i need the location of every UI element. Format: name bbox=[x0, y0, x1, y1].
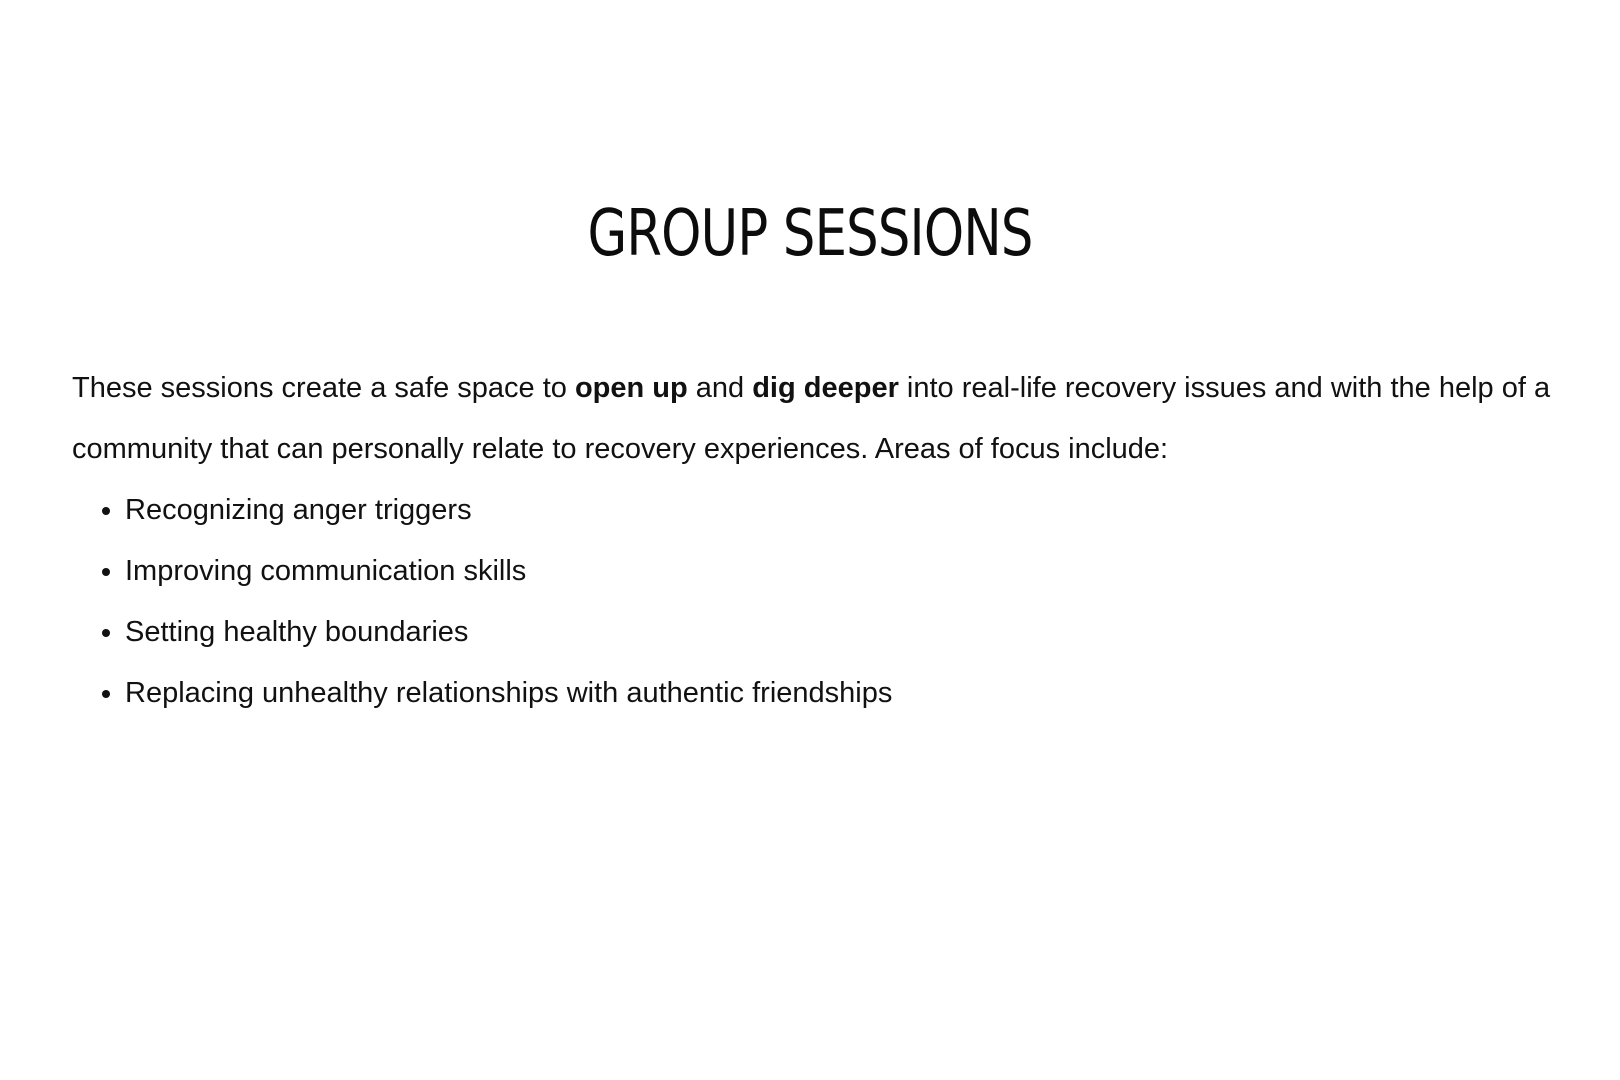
intro-text-3: into real-life recovery issues and with the help of a community that can personally relate to recovery experiences. Areas of focus include: bbox=[72, 372, 1551, 465]
list-item: • Recognizing anger triggers bbox=[125, 480, 1552, 541]
focus-areas-list bbox=[72, 480, 1552, 724]
list-item: • Setting healthy boundaries bbox=[125, 602, 1552, 663]
section-title: GROUP SESSIONS bbox=[587, 197, 1033, 271]
intro-bold-open-up: open up bbox=[574, 372, 688, 404]
intro-bold-dig-deeper: dig deeper bbox=[752, 372, 899, 404]
intro-text-2: and bbox=[687, 372, 753, 404]
section-content bbox=[72, 358, 1552, 724]
list-item: • Improving communication skills bbox=[125, 541, 1552, 602]
intro-text-1: These sessions create a safe space to bbox=[72, 372, 575, 404]
list-item: • Replacing unhealthy relationships with authentic friendships bbox=[125, 663, 1552, 724]
intro-paragraph bbox=[72, 358, 1552, 480]
